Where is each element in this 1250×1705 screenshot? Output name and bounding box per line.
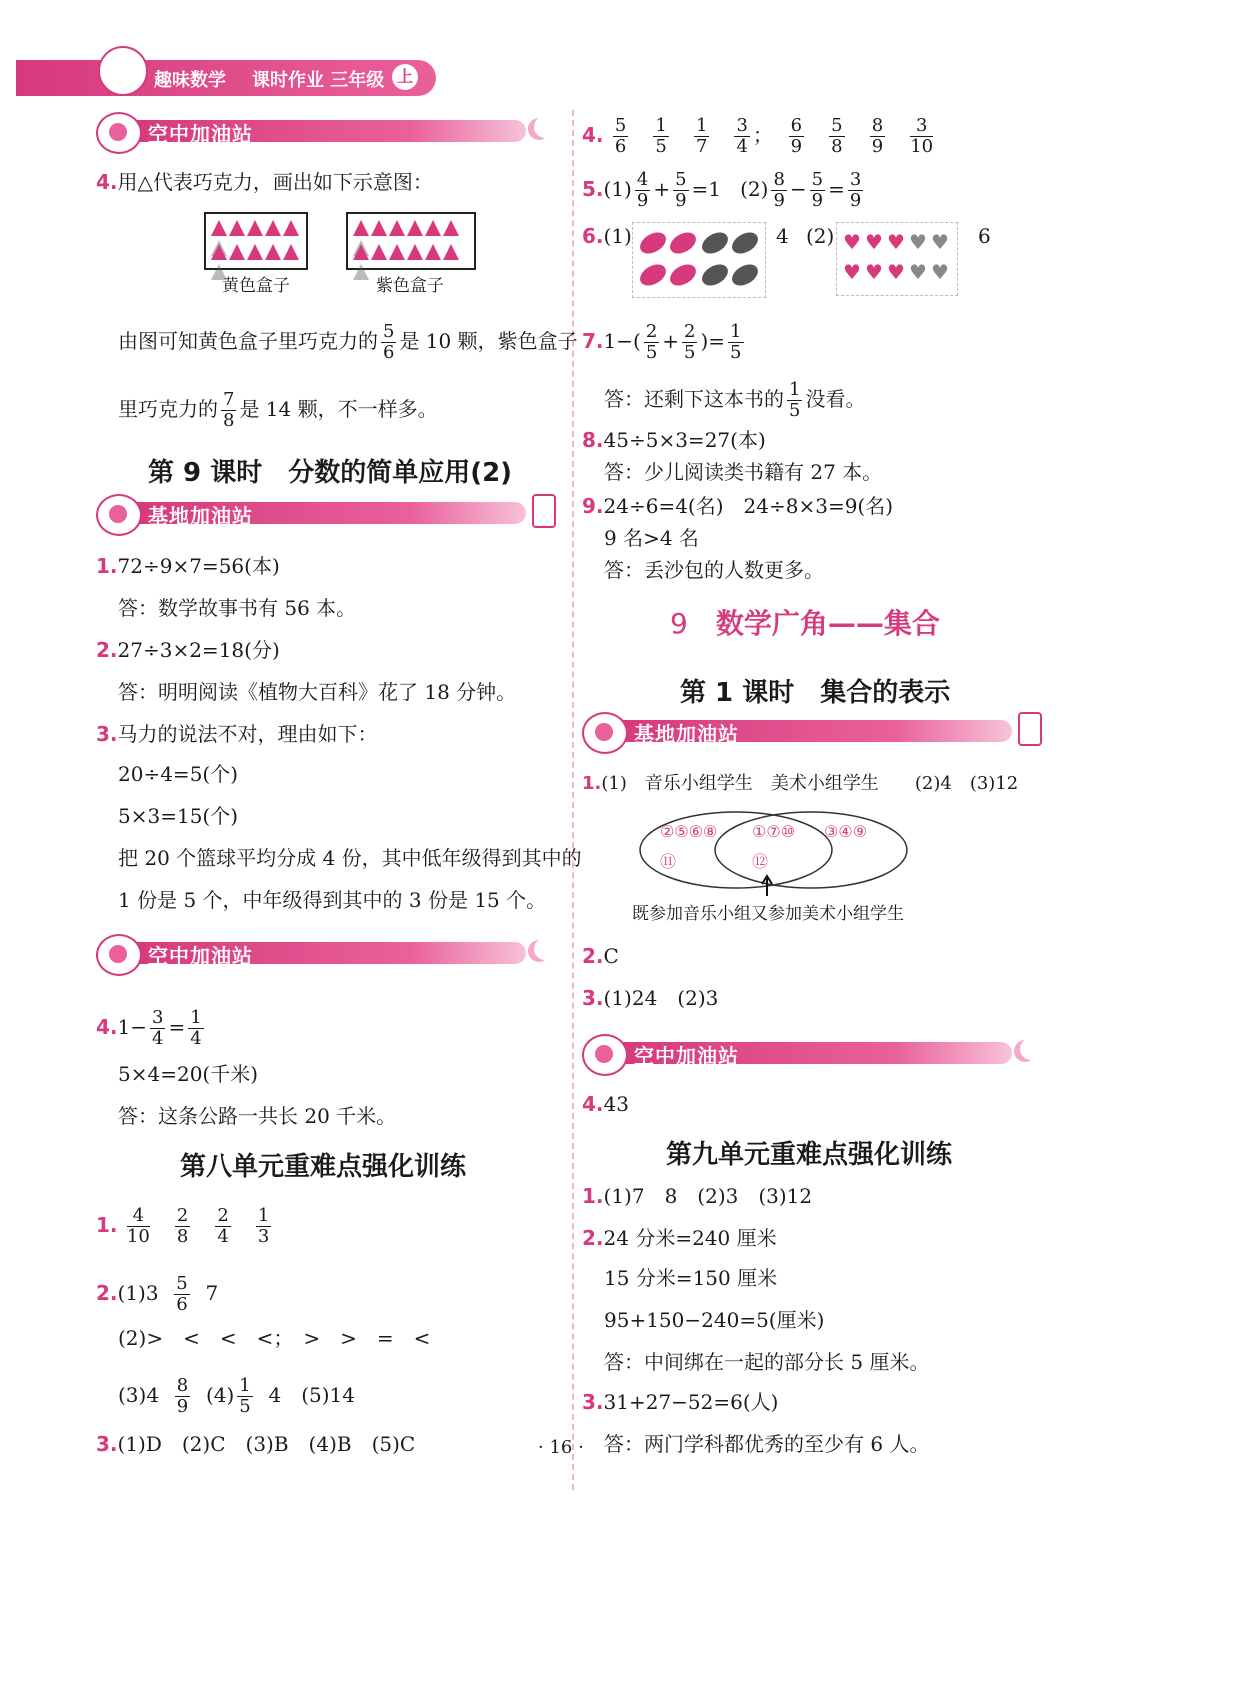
unit9-title: 9 数学广角——集合	[670, 607, 940, 640]
svg-text:♥: ♥	[909, 260, 927, 284]
svg-text:♥: ♥	[865, 260, 883, 284]
right-s1: 1.(1) 音乐小组学生 美术小组学生 (2)4 (3)12	[582, 773, 1019, 794]
yellow-box-label: 黄色盒子	[222, 276, 290, 296]
left-q4-line: 4.用△代表巧克力，画出如下示意图：	[96, 170, 433, 194]
right-r7: 7.1−( $\frac{2}{5}$ + $\frac{2}{5}$ )= $\frac{1}{5}$	[582, 321, 742, 363]
svg-text:♥: ♥	[843, 230, 861, 254]
left-a4-l1: 4.1− $\frac{3}{4}$ = $\frac{1}{4}$	[96, 1007, 202, 1049]
badge-sky-2: 空中加油站	[96, 934, 556, 968]
right-r6-v1: 4	[776, 224, 789, 248]
right-r6-v2: 6	[978, 224, 991, 248]
page-number: · 16 ·	[538, 1437, 584, 1458]
venn-right-a: ③④⑨	[824, 822, 868, 841]
purple-box	[346, 212, 476, 270]
left-a3-l1: 3.马力的说法不对，理由如下：	[96, 722, 378, 746]
svg-text:♥: ♥	[887, 230, 905, 254]
header-volume: 上	[392, 64, 418, 90]
left-a3-l2: 20÷4=5(个)	[118, 762, 239, 786]
candy-icon	[633, 223, 765, 297]
venn-left-b: ⑪	[660, 852, 677, 871]
left-a3-l3: 5×3=15(个)	[118, 804, 239, 828]
venn-mid-b: ⑫	[752, 852, 769, 871]
left-a4-l2: 5×4=20(千米)	[118, 1062, 259, 1086]
right-r4: 4. $\frac{5}{6}$ $\frac{1}{5}$ $\frac{1}{7}$ $\frac{3}{4}$ ； $\frac{6}{9}$ $\frac{5}{8}$ $\frac{8}{9}$ $\frac{3}{10}$	[582, 115, 934, 157]
svg-text:♥: ♥	[931, 230, 949, 254]
mascot-icon	[98, 46, 148, 96]
right-t3-l2: 答：两门学科都优秀的至少有 6 人。	[604, 1432, 930, 1456]
unit9b-title: 第九单元重难点强化训练	[666, 1140, 953, 1170]
right-t2-l4: 答：中间绑在一起的部分长 5 厘米。	[604, 1350, 930, 1374]
left-q4-explain-2: 里巧克力的 $\frac{7}{8}$ 是 14 颗，不一样多。	[118, 389, 438, 431]
right-s2: 2.C	[582, 944, 619, 968]
right-r6-num: 6.(1)	[582, 224, 632, 248]
right-t2-l2: 15 分米=150 厘米	[604, 1266, 778, 1290]
right-t1: 1.(1)7 8 (2)3 (3)12	[582, 1184, 813, 1208]
column-divider	[572, 110, 574, 1490]
left-a1-l1: 1.72÷9×7=56(本)	[96, 554, 280, 578]
venn-left-a: ②⑤⑥⑧	[660, 822, 718, 841]
header-brand: 趣味数学	[154, 70, 226, 91]
right-s4: 4.43	[582, 1092, 629, 1116]
left-a3-l4: 把 20 个篮球平均分成 4 份，其中低年级得到其中的	[118, 846, 582, 870]
venn-art-circle	[715, 812, 907, 888]
svg-text:♥: ♥	[887, 260, 905, 284]
candy-grid	[632, 222, 766, 298]
svg-text:♥: ♥	[865, 230, 883, 254]
right-r9-l1: 9.24÷6=4(名) 24÷8×3=9(名)	[582, 494, 894, 518]
right-r8-l2: 答：少儿阅读类书籍有 27 本。	[604, 460, 883, 484]
venn-mid-a: ①⑦⑩	[752, 822, 796, 841]
lesson1-title: 第 1 课时 集合的表示	[680, 678, 951, 708]
right-t2-l3: 95+150−240=5(厘米)	[604, 1308, 825, 1332]
left-u2-p3: (3)4 $\frac{8}{9}$ (4) $\frac{1}{5}$ 4 (5)14	[118, 1375, 355, 1417]
lesson9-title: 第 9 课时 分数的简单应用(2)	[148, 458, 513, 488]
left-u2-p2: (2)> < < <； > > = <	[118, 1326, 431, 1350]
left-a2-l1: 2.27÷3×2=18(分)	[96, 638, 280, 662]
left-a1-l2: 答：数学故事书有 56 本。	[118, 596, 357, 620]
right-t2-l1: 2.24 分米=240 厘米	[582, 1226, 777, 1250]
left-u2-p1: 2.(1)3 $\frac{5}{6}$ 7	[96, 1273, 219, 1315]
left-a2-l2: 答：明明阅读《植物大百科》花了 18 分钟。	[118, 680, 517, 704]
svg-text:♥: ♥	[931, 260, 949, 284]
badge-base-1: 基地加油站	[96, 494, 556, 528]
unit8-title: 第八单元重难点强化训练	[180, 1152, 467, 1182]
right-r7-answer: 答：还剩下这本书的 $\frac{1}{5}$ 没看。	[604, 379, 866, 421]
right-s3: 3.(1)24 (2)3	[582, 986, 719, 1010]
right-r9-l3: 答：丢沙包的人数更多。	[604, 558, 824, 582]
purple-box-label: 紫色盒子	[376, 276, 444, 296]
yellow-box	[204, 212, 308, 270]
left-a3-l5: 1 份是 5 个，中年级得到其中的 3 份是 15 个。	[118, 888, 547, 912]
left-u3: 3.(1)D (2)C (3)B (4)B (5)C	[96, 1432, 416, 1456]
right-t3-l1: 3.31+27−52=6(人)	[582, 1390, 779, 1414]
heart-icon	[837, 223, 957, 295]
right-r8-l1: 8.45÷5×3=27(本)	[582, 428, 766, 452]
badge-sky-3: 空中加油站	[582, 1034, 1042, 1068]
header-book: 课时作业 三年级	[252, 70, 385, 91]
left-q4-explain-1: 由图可知黄色盒子里巧克力的 $\frac{5}{6}$ 是 10 颗，紫色盒子	[118, 321, 578, 363]
right-r6-p2: (2)	[806, 224, 835, 248]
heart-grid	[836, 222, 958, 296]
left-u1: 1. $\frac{4}{10}$ $\frac{2}{8}$ $\frac{2}{4}$ $\frac{1}{3}$	[96, 1205, 270, 1247]
right-r9-l2: 9 名>4 名	[604, 526, 699, 550]
badge-sky-1: 空中加油站	[96, 112, 556, 146]
left-a4-l3: 答：这条公路一共长 20 千米。	[118, 1104, 397, 1128]
right-r5: 5.(1) $\frac{4}{9}$ + $\frac{5}{9}$ =1 (2) $\frac{8}{9}$ − $\frac{5}{9}$ = $\frac{3}{9}$	[582, 169, 862, 211]
badge-base-2: 基地加油站	[582, 712, 1042, 746]
venn-caption: 既参加音乐小组又参加美术小组学生	[632, 904, 904, 924]
svg-text:♥: ♥	[843, 260, 861, 284]
svg-text:♥: ♥	[909, 230, 927, 254]
